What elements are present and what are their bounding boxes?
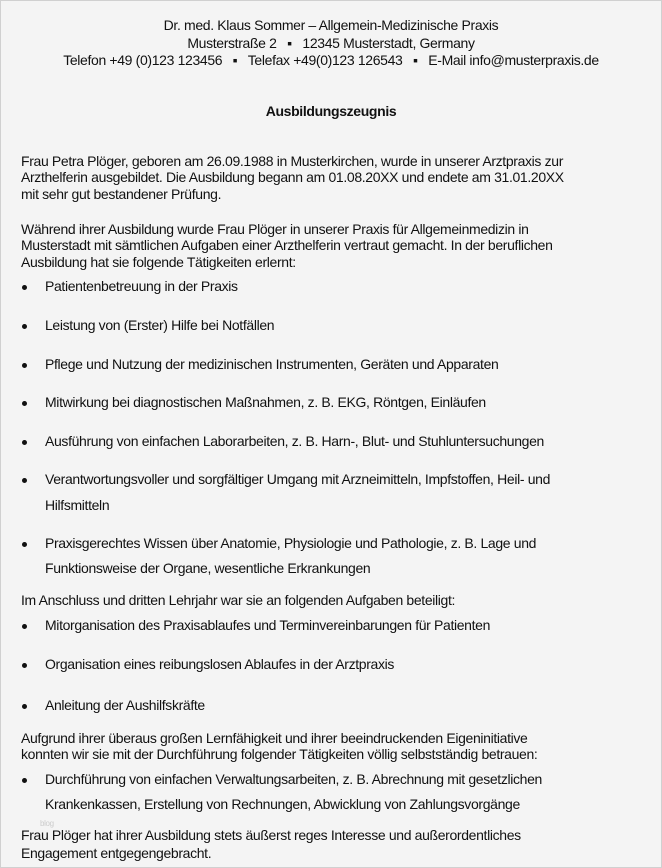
list-item: Praxisgerechtes Wissen über Anatomie, Physiologie und Pathologie, z. B. Lage und — [45, 535, 537, 551]
paragraph-line: Musterstadt mit sämtlichen Aufgaben einer Arzthelferin vertraut gemacht. In der beruflichen — [21, 237, 553, 253]
paragraph-line: Im Anschluss und dritten Lehrjahr war sie an folgenden Aufgaben beteiligt: — [21, 592, 456, 608]
bullet-icon — [22, 542, 27, 547]
paragraph-line: konnten wir sie mit der Durchführung folgender Tätigkeiten völlig selbstständig betrauen: — [21, 746, 538, 762]
list-item-continuation: Funktionsweise der Organe, wesentliche Erkrankungen — [45, 560, 371, 576]
list-item: Anleitung der Aushilfskräfte — [45, 697, 205, 713]
bullet-icon — [22, 624, 27, 629]
list-item: Ausführung von einfachen Laborarbeiten, z. B. Harn-, Blut- und Stuhluntersuchungen — [45, 433, 544, 449]
paragraph-line: Aufgrund ihrer überaus großen Lernfähigkeit und ihrer beeindruckenden Eigeninitiative — [21, 730, 528, 746]
bullet-icon — [22, 704, 27, 709]
list-item: Leistung von (Erster) Hilfe bei Notfällen — [45, 317, 275, 333]
paragraph-line: Während ihrer Ausbildung wurde Frau Plöger in unserer Praxis für Allgemeinmedizin in — [21, 221, 529, 237]
bullet-icon — [22, 478, 27, 483]
paragraph-line: Frau Petra Plöger, geboren am 26.09.1988 in Musterkirchen, wurde in unserer Arztpraxis zur — [21, 153, 564, 169]
paragraph-line: Ausbildung hat sie folgende Tätigkeiten erlernt: — [21, 254, 296, 270]
letterhead-address: Musterstraße 2 ▪ 12345 Musterstadt, Germany — [187, 35, 475, 51]
list-item-continuation: Krankenkassen, Erstellung von Rechnungen, Abwicklung von Zahlungsvorgänge — [45, 796, 520, 812]
list-item: Patientenbetreuung in der Praxis — [45, 278, 238, 294]
bullet-icon — [22, 324, 27, 329]
bullet-icon — [22, 663, 27, 668]
list-item-continuation: Hilfsmitteln — [45, 497, 110, 513]
list-item: Pflege und Nutzung der medizinischen Instrumenten, Geräten und Apparaten — [45, 356, 499, 372]
list-item: Organisation eines reibungslosen Ablaufes in der Arztpraxis — [45, 656, 395, 672]
paragraph-line: mit sehr gut bestandener Prüfung. — [21, 186, 222, 202]
letterhead-contact: Telefon +49 (0)123 123456 ▪ Telefax +49(0)123 126543 ▪ E-Mail info@musterpraxis.de — [63, 52, 599, 68]
bullet-icon — [22, 440, 27, 445]
document-title: Ausbildungszeugnis — [265, 103, 397, 119]
paragraph-line: Arzthelferin ausgebildet. Die Ausbildung begann am 01.08.20XX und endete am 31.01.20XX — [21, 169, 564, 185]
list-item: Mitorganisation des Praxisablaufes und Terminvereinbarungen für Patienten — [45, 617, 491, 633]
bullet-icon — [22, 778, 27, 783]
bullet-icon — [22, 363, 27, 368]
letterhead-name: Dr. med. Klaus Sommer – Allgemein-Medizinische Praxis — [163, 17, 499, 33]
paragraph-line: Frau Plöger hat ihrer Ausbildung stets äußerst reges Interesse und außerordentliches — [21, 827, 521, 843]
list-item: Durchführung von einfachen Verwaltungsarbeiten, z. B. Abrechnung mit gesetzlichen — [45, 771, 542, 787]
list-item: Verantwortungsvoller und sorgfältiger Umgang mit Arzneimitteln, Impfstoffen, Heil- und — [45, 471, 551, 487]
watermark: blog — [40, 819, 54, 828]
list-item: Mitwirkung bei diagnostischen Maßnahmen, z. B. EKG, Röntgen, Einläufen — [45, 394, 486, 410]
bullet-icon — [22, 401, 27, 406]
bullet-icon — [22, 285, 27, 290]
paragraph-line: Engagement entgegengebracht. — [21, 845, 212, 861]
